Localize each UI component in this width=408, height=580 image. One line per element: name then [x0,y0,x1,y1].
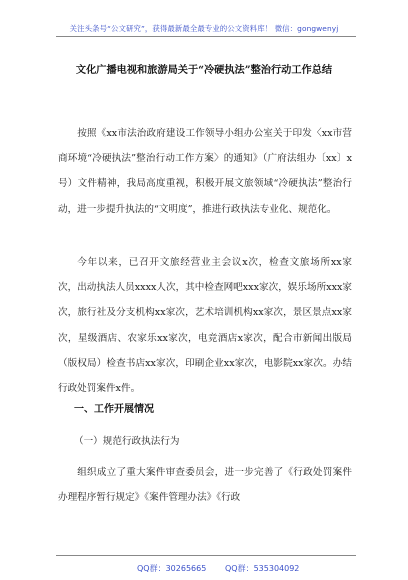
page-footer [0,555,408,579]
sub-heading: （一）规范行政执法行为 [74,436,180,447]
page-header [0,0,408,40]
header-divider [56,36,356,37]
document-title: 文化广播电视和旅游局关于“冷硬执法”整治行动工作总结 [75,64,333,76]
footer-divider [56,555,356,556]
header-promo-text: 关注头条号“公文研究”，获得最新最全最专业的公文资料库！ 微信：gongwenyj [69,24,339,33]
section-heading: 一、工作开展情况 [74,404,154,415]
paragraph-summary: 今年以来，已召开文旅经营业主会议x次，检查文旅场所xx家次，出动执法人员xxxx人次，其中检查网吧xxx家次，娱乐场所xxx家次，旅行社及分支机构xx家次，艺术培训机构xx家次，景区景点xx家次，星级酒店、农家乐xx家次，电竞酒店x家次，配合市新闻出版局（版权局）检查书店xx家次，印刷企业xx家次，电影院xx家次。办结行政处罚案件x件。 [58,257,352,395]
footer-qq-group-1: QQ群：30265665 [137,564,207,573]
footer-qq-group-2: QQ群：535304092 [225,564,300,573]
paragraph-measures: 组织成立了重大案件审查委员会，进一步完善了《行政处罚案件办理程序暂行规定》《案件管理办法》《行政 [58,467,352,504]
paragraph-intro: 按照《xx市法治政府建设工作领导小组办公室关于印发〈xx市营商环境“冷硬执法”整治行动工作方案〉的通知》（广府法组办〔xx〕x号）文件精神，我局高度重视，积极开展文旅领域“冷硬执法”整治行动，进一步提升执法的“文明度”，推进行政执法专业化、规范化。 [58,128,352,215]
